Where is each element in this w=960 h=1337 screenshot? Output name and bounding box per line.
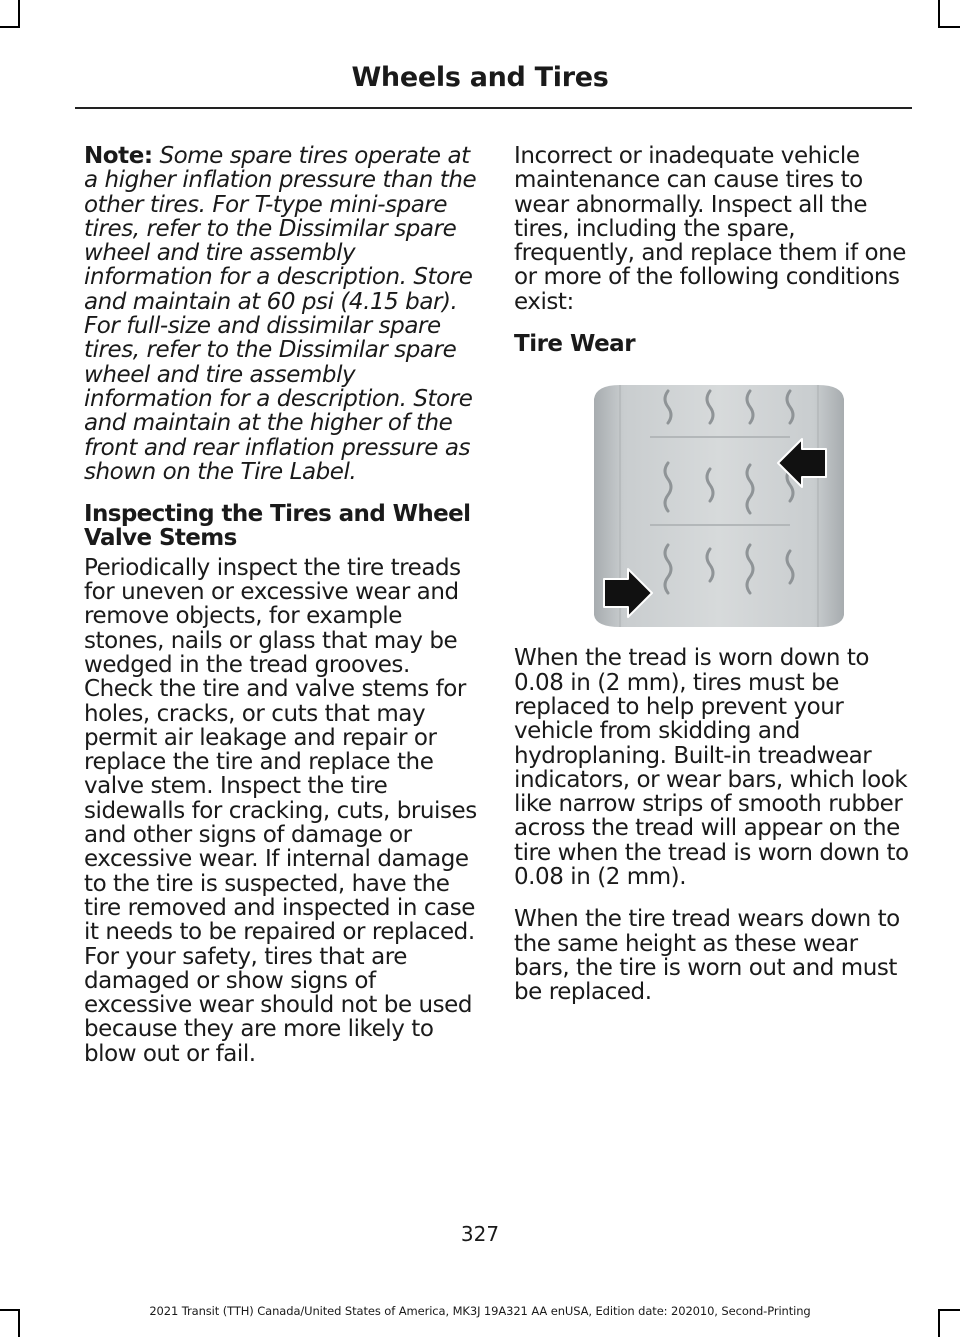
footer-edition-info: 2021 Transit (TTH) Canada/United States of America, MK3J 19A321 AA enUSA, Edition date: 202010, Second-Printing — [149, 1304, 811, 1318]
crop-mark — [940, 26, 960, 28]
note-text: Some spare tires operate at a higher inflation pressure than the other tires. For T-type mini-spare tires, refer to the Dissimilar spare wheel and tire assembly information for a description. Store and maintain at 60 psi (4.15 bar). For full-size and dissimilar spare tires, refer to the Dissimilar spare wheel and tire assembly information for a description. Store and maintain at the higher of the front and rear inflation pressure as shown on the Tire Label. — [84, 143, 477, 485]
crop-mark — [18, 0, 20, 28]
inspecting-body: Periodically inspect the tire treads for uneven or excessive wear and remove objects, for example stones, nails or glass that may be wedged in the tread grooves. Check the tire and valve stems for holes, cracks, or cuts that may permit air leakage and repair or replace the tire and replace the valve stem. Inspect the tire sidewalls for cracking, cuts, bruises and other signs of damage or excessive wear. If internal damage to the tire is suspected, have the tire removed and inspected in case it needs to be repaired or replaced. For your safety, tires that are damaged or show signs of excessive wear should not be used because they are more likely to blow out or fail. — [84, 554, 477, 1067]
section-heading-tire-wear: Tire Wear — [514, 331, 636, 358]
page-title: Wheels and Tires — [351, 62, 609, 93]
header-divider — [75, 107, 912, 109]
wear-bars-paragraph: When the tire tread wears down to the same height as these wear bars, the tire is worn out and must be replaced. — [514, 906, 900, 1006]
tire-tread-illustration — [590, 385, 848, 627]
maintenance-intro: Incorrect or inadequate vehicle maintenance can cause tires to wear abnormally. Inspect all the tires, including the spare, frequently, and replace them if one or more of the following conditions exist: — [514, 143, 906, 315]
tread-wear-paragraph: When the tread is worn down to 0.08 in (2 mm), tires must be replaced to help prevent your vehicle from skidding and hydroplaning. Built-in treadwear indicators, or wear bars, which look like narrow strips of smooth rubber across the tread will appear on the tire when the tread is worn down to 0.08 in (2 mm). — [514, 645, 909, 891]
crop-mark — [938, 0, 940, 28]
section-heading-inspecting: Inspecting the Tires and Wheel Valve Stems — [84, 501, 471, 552]
note-paragraph — [84, 144, 479, 484]
left-column — [84, 144, 479, 1084]
note-label: Note: — [84, 143, 153, 169]
crop-mark — [0, 26, 20, 28]
page-number: 327 — [460, 1222, 500, 1246]
